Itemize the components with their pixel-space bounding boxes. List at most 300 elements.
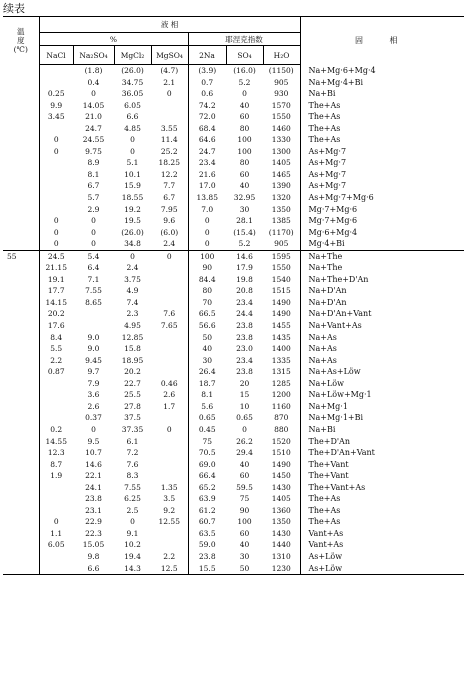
value-cell: 18.95: [121, 355, 144, 365]
value-cell: 7.95: [160, 204, 178, 214]
solid-phase-cell: As+Mg·7: [300, 169, 464, 181]
value-cell: 1385: [271, 216, 291, 226]
value-cell: [73, 308, 114, 320]
value-cell: 63.5: [188, 528, 226, 540]
temperature-cell: [3, 505, 39, 517]
value-cell: 14.6: [85, 459, 102, 469]
table-row: [3, 459, 464, 471]
temperature-cell: [3, 285, 39, 297]
temperature-cell: [3, 447, 39, 459]
table-row: [3, 77, 464, 89]
solid-phase-cell: The+D'An: [300, 436, 464, 448]
table-row: [3, 505, 464, 517]
value-cell: 0: [130, 146, 135, 156]
value-cell: 9.45: [85, 355, 102, 365]
value-cell: 15.9: [124, 181, 141, 191]
temperature-cell: [3, 401, 39, 413]
value-cell: [151, 100, 188, 112]
value-cell: 9.9: [50, 100, 63, 110]
solid-phase-cell: Mg·7+Mg·6: [300, 204, 464, 216]
temperature-cell: [3, 192, 39, 204]
value-cell: 14.55: [45, 436, 67, 446]
value-cell: 1595: [263, 250, 300, 262]
value-cell: 80: [188, 285, 226, 297]
table-row: [3, 180, 464, 192]
value-cell: 1465: [271, 169, 291, 179]
value-cell: [39, 493, 73, 505]
value-cell: 36.05: [121, 89, 144, 99]
table-row: [3, 320, 464, 332]
temperature-cell: [3, 459, 39, 471]
table-row: [3, 539, 464, 551]
table-row: [3, 297, 464, 309]
value-cell: 15.05: [82, 540, 105, 550]
value-cell: 23.8: [236, 332, 253, 342]
value-cell: 25.2: [160, 146, 178, 156]
value-cell: 66.5: [188, 308, 226, 320]
temperature-cell: [3, 563, 39, 575]
value-cell: 0.25: [47, 89, 65, 99]
value-cell: 21.0: [85, 112, 102, 122]
value-cell: 1515: [271, 286, 291, 296]
table-row: [3, 88, 464, 100]
value-cell: 26.4: [188, 366, 226, 378]
value-cell: 90: [188, 262, 226, 274]
value-cell: 59.5: [236, 482, 253, 492]
value-cell: 17.0: [188, 180, 226, 192]
solid-phase-cell: Na+Löw: [300, 378, 464, 390]
solid-phase-cell: Na+Mg·4+Bi: [300, 77, 464, 89]
value-cell: 9.0: [87, 332, 100, 342]
temperature-cell: [3, 320, 39, 332]
value-cell: 1360: [271, 505, 291, 515]
temperature-cell: [3, 88, 39, 100]
value-cell: 0.87: [47, 367, 65, 377]
value-cell: (1170): [268, 227, 294, 237]
value-cell: 0: [130, 135, 135, 145]
column-header: MgCl₂: [114, 46, 151, 65]
value-cell: 40: [239, 540, 250, 550]
value-cell: 25.5: [124, 390, 141, 400]
value-cell: 22.7: [124, 378, 141, 388]
value-cell: 60: [239, 528, 250, 538]
solid-phase-header: 固 相: [300, 17, 464, 65]
solid-phase-cell: Na+As: [300, 355, 464, 367]
temperature-cell: [3, 412, 39, 424]
temperature-cell: [3, 551, 39, 563]
value-cell: 23.0: [236, 344, 253, 354]
value-cell: 7.55: [85, 286, 102, 296]
value-cell: 7.9: [87, 378, 100, 388]
value-cell: 0.6: [188, 88, 226, 100]
value-cell: 84.4: [188, 274, 226, 286]
value-cell: [39, 169, 73, 181]
value-cell: (26.0): [121, 227, 144, 237]
value-cell: 23.4: [236, 297, 253, 307]
value-cell: 9.5: [87, 436, 100, 446]
table-row: [3, 308, 464, 320]
value-cell: 1430: [271, 482, 291, 492]
value-cell: 1430: [271, 528, 291, 538]
value-cell: [151, 528, 188, 540]
value-cell: 3.45: [47, 112, 65, 122]
temperature-cell: [3, 134, 39, 146]
temperature-cell: [3, 424, 39, 436]
column-header: Na₂SO₄: [73, 46, 114, 65]
value-cell: [151, 343, 188, 355]
value-cell: 29.4: [236, 448, 253, 458]
value-cell: 34.75: [121, 77, 144, 87]
solid-phase-cell: The+Vant: [300, 470, 464, 482]
value-cell: 22.3: [85, 528, 102, 538]
value-cell: 70: [188, 297, 226, 309]
temperature-cell: [3, 238, 39, 250]
value-cell: 1230: [263, 563, 300, 575]
column-header: 2Na: [188, 46, 226, 65]
temperature-cell: [3, 227, 39, 239]
solid-phase-cell: The+As: [300, 493, 464, 505]
table-row: [3, 343, 464, 355]
table-row: [3, 65, 464, 77]
value-cell: 1.1: [50, 528, 63, 538]
value-cell: 1335: [271, 355, 291, 365]
solid-phase-cell: Na+The: [300, 262, 464, 274]
value-cell: 21.6: [188, 169, 226, 181]
value-cell: 1570: [271, 100, 291, 110]
value-cell: [39, 192, 73, 204]
table-row: [3, 447, 464, 459]
value-cell: 0: [242, 424, 247, 434]
value-cell: 80: [239, 158, 250, 168]
value-cell: 13.85: [188, 192, 226, 204]
value-cell: 6.05: [47, 540, 65, 550]
value-cell: 0.65: [188, 412, 226, 424]
solid-phase-cell: The+As: [300, 111, 464, 123]
solid-phase-cell: The+As: [300, 123, 464, 135]
value-cell: (4.7): [160, 66, 179, 75]
value-cell: 1300: [271, 146, 291, 156]
table-row: [3, 227, 464, 239]
value-cell: 9.6: [163, 216, 176, 226]
temperature-cell: [3, 65, 39, 77]
table-row: [3, 551, 464, 563]
value-cell: 2.5: [126, 505, 139, 515]
value-cell: [39, 412, 73, 424]
value-cell: 1330: [271, 135, 291, 145]
table-row: [3, 111, 464, 123]
value-cell: 68.4: [188, 123, 226, 135]
value-cell: 1200: [271, 390, 291, 400]
solid-phase-cell: Na+Mg·6+Mg·4: [300, 65, 464, 77]
table-row: [3, 378, 464, 390]
value-cell: 0: [130, 517, 135, 527]
table-row: [3, 366, 464, 378]
value-cell: 23.8: [236, 367, 253, 377]
temperature-cell: [3, 308, 39, 320]
value-cell: 1520: [271, 436, 291, 446]
solid-phase-cell: Na+D'An: [300, 285, 464, 297]
value-cell: [39, 157, 73, 169]
value-cell: 1390: [271, 181, 291, 191]
value-cell: 5.6: [188, 401, 226, 413]
value-cell: 3.6: [87, 390, 100, 400]
value-cell: 0: [151, 250, 188, 262]
value-cell: 15.8: [124, 344, 141, 354]
value-cell: [151, 262, 188, 274]
value-cell: 15.5: [188, 563, 226, 575]
value-cell: [151, 459, 188, 471]
value-cell: 10.2: [124, 540, 141, 550]
value-cell: 0: [53, 146, 59, 156]
temperature-cell: [3, 157, 39, 169]
value-cell: 100: [237, 517, 252, 527]
value-cell: 5.1: [126, 158, 139, 168]
value-cell: [151, 539, 188, 551]
solid-phase-cell: The+As: [300, 505, 464, 517]
table-row: [3, 274, 464, 286]
value-cell: 0.46: [160, 378, 178, 388]
table-row: [3, 355, 464, 367]
value-cell: [151, 470, 188, 482]
value-cell: 5.7: [87, 193, 100, 203]
value-cell: (6.0): [160, 227, 179, 237]
value-cell: [39, 204, 73, 216]
liquid-phase-header: 液 相: [39, 17, 300, 33]
value-cell: 14.05: [82, 100, 105, 110]
value-cell: 6.7: [87, 181, 100, 191]
value-cell: 0: [91, 239, 96, 249]
value-cell: 1460: [271, 123, 291, 133]
value-cell: 23.4: [236, 355, 253, 365]
value-cell: 2.3: [126, 309, 139, 319]
solid-phase-cell: Na+Mg·1+Bi: [300, 412, 464, 424]
value-cell: 23.4: [188, 157, 226, 169]
value-cell: 1435: [271, 332, 291, 342]
value-cell: [151, 111, 188, 123]
value-cell: 24.4: [236, 309, 253, 319]
value-cell: 0: [53, 517, 59, 527]
temperature-cell: [3, 146, 39, 158]
table-row: [3, 516, 464, 528]
value-cell: 20.8: [236, 286, 253, 296]
value-cell: 14.6: [226, 250, 263, 262]
value-cell: 24.7: [85, 123, 102, 133]
temperature-cell: [3, 123, 39, 135]
value-cell: 4.9: [126, 286, 139, 296]
value-cell: 0: [91, 89, 96, 99]
table-row: [3, 389, 464, 401]
value-cell: 100: [237, 146, 252, 156]
table-row: [3, 238, 464, 250]
temperature-cell: [3, 355, 39, 367]
value-cell: (16.0): [233, 66, 256, 75]
value-cell: [151, 274, 188, 286]
value-cell: 5.4: [73, 250, 114, 262]
value-cell: [39, 401, 73, 413]
value-cell: 7.4: [126, 297, 139, 307]
value-cell: 0: [242, 89, 247, 99]
table-row: [3, 528, 464, 540]
solid-phase-cell: Mg·7+Mg·6: [300, 215, 464, 227]
solid-phase-cell: Na+Mg·1: [300, 401, 464, 413]
value-cell: 8.65: [85, 297, 102, 307]
solid-phase-cell: Vant+As: [300, 539, 464, 551]
solid-phase-cell: As+Mg·7: [300, 146, 464, 158]
value-cell: 23.8: [236, 321, 253, 331]
value-cell: 1160: [271, 401, 291, 411]
table-row: [3, 157, 464, 169]
column-header: NaCl: [39, 46, 73, 65]
solid-phase-cell: The+As: [300, 516, 464, 528]
table-row: [3, 169, 464, 181]
value-cell: 26.2: [236, 436, 253, 446]
janecke-index-header: 耶涅克指数: [188, 33, 300, 46]
value-cell: 12.5: [151, 563, 188, 575]
value-cell: 69.0: [188, 459, 226, 471]
table-row: [3, 250, 464, 262]
continued-label: 续表: [3, 2, 25, 15]
value-cell: [151, 412, 188, 424]
value-cell: [151, 297, 188, 309]
value-cell: 0: [91, 227, 96, 237]
value-cell: 24.55: [82, 135, 105, 145]
value-cell: 40: [239, 100, 250, 110]
value-cell: 0: [53, 239, 59, 249]
value-cell: 0: [91, 424, 96, 434]
value-cell: 2.6: [163, 390, 176, 400]
value-cell: 1490: [271, 459, 291, 469]
solid-phase-cell: Vant+As: [300, 528, 464, 540]
value-cell: 1490: [271, 309, 291, 319]
value-cell: 930: [274, 89, 289, 99]
temperature-cell: 55: [3, 250, 39, 262]
value-cell: 870: [274, 413, 289, 423]
value-cell: 6.25: [124, 494, 141, 504]
value-cell: 2.4: [126, 263, 139, 273]
value-cell: 61.2: [188, 505, 226, 517]
temperature-cell: [3, 436, 39, 448]
value-cell: 7.1: [87, 274, 100, 284]
table-row: [3, 332, 464, 344]
value-cell: 2.4: [163, 239, 176, 249]
value-cell: [73, 320, 114, 332]
value-cell: 100: [237, 135, 252, 145]
value-cell: 1400: [271, 344, 291, 354]
value-cell: 20.2: [47, 309, 65, 319]
value-cell: [39, 378, 73, 390]
value-cell: 50: [226, 563, 263, 575]
value-cell: 8.3: [126, 471, 139, 481]
value-cell: 23.8: [85, 494, 102, 504]
table-row: [3, 100, 464, 112]
value-cell: 15: [239, 390, 250, 400]
value-cell: 60.7: [188, 516, 226, 528]
solid-phase-cell: Na+Bi: [300, 424, 464, 436]
temperature-cell: [3, 378, 39, 390]
value-cell: 9.8: [87, 551, 100, 561]
temperature-cell: [3, 539, 39, 551]
value-cell: 0.4: [87, 77, 100, 87]
solid-phase-cell: Na+D'An+Vant: [300, 308, 464, 320]
value-cell: 3.5: [163, 494, 176, 504]
value-cell: 80: [239, 123, 250, 133]
solid-phase-cell: Na+As: [300, 343, 464, 355]
value-cell: [39, 482, 73, 494]
solid-phase-cell: The+Vant+As: [300, 482, 464, 494]
solid-phase-cell: Mg·4+Bi: [300, 238, 464, 250]
value-cell: 34.8: [124, 239, 141, 249]
value-cell: [39, 563, 73, 575]
value-cell: 905: [274, 77, 289, 87]
value-cell: 6.4: [87, 263, 100, 273]
value-cell: 0: [53, 135, 59, 145]
value-cell: [151, 355, 188, 367]
value-cell: 66.4: [188, 470, 226, 482]
value-cell: 6.7: [163, 193, 176, 203]
solubility-table: [3, 16, 464, 575]
table-row: [3, 262, 464, 274]
value-cell: 8.1: [87, 169, 100, 179]
value-cell: 12.85: [121, 332, 144, 342]
value-cell: 27.8: [124, 401, 141, 411]
temperature-cell: [3, 343, 39, 355]
value-cell: 56.6: [188, 320, 226, 332]
value-cell: [39, 77, 73, 89]
value-cell: 75: [188, 436, 226, 448]
temperature-header: 温 度 (℃): [3, 17, 39, 65]
value-cell: 19.5: [124, 216, 141, 226]
value-cell: (1.8): [84, 66, 103, 75]
value-cell: 0: [91, 216, 96, 226]
value-cell: 9.1: [126, 528, 139, 538]
value-cell: 100: [188, 250, 226, 262]
value-cell: 1.9: [50, 471, 63, 481]
value-cell: 17.9: [236, 263, 253, 273]
value-cell: 5.2: [238, 77, 251, 87]
value-cell: 1540: [271, 274, 291, 284]
value-cell: [151, 447, 188, 459]
value-cell: 40: [239, 181, 250, 191]
value-cell: 0: [166, 424, 172, 434]
value-cell: 7.2: [126, 448, 139, 458]
value-cell: 2.6: [87, 401, 100, 411]
value-cell: 1.7: [163, 401, 176, 411]
value-cell: 12.55: [158, 517, 180, 527]
value-cell: (15.4): [233, 227, 256, 237]
value-cell: 11.4: [160, 135, 178, 145]
value-cell: 22.1: [85, 471, 102, 481]
solid-phase-cell: As+Löw: [300, 551, 464, 563]
table-row: [3, 436, 464, 448]
column-header: MgSO₄: [151, 46, 188, 65]
table-row: [3, 192, 464, 204]
value-cell: 59.0: [188, 539, 226, 551]
solid-phase-cell: The+D'An+Vant: [300, 447, 464, 459]
value-cell: [151, 285, 188, 297]
value-cell: (26.0): [121, 66, 144, 75]
value-cell: 22.9: [85, 517, 102, 527]
value-cell: 6.1: [126, 436, 139, 446]
value-cell: (1150): [268, 66, 294, 75]
value-cell: 1550: [271, 263, 291, 273]
value-cell: 1320: [271, 193, 291, 203]
value-cell: 880: [274, 424, 289, 434]
solid-phase-cell: Na+Bi: [300, 88, 464, 100]
value-cell: 63.9: [188, 493, 226, 505]
table-row: [3, 470, 464, 482]
value-cell: 64.6: [188, 134, 226, 146]
value-cell: 7.7: [163, 181, 176, 191]
